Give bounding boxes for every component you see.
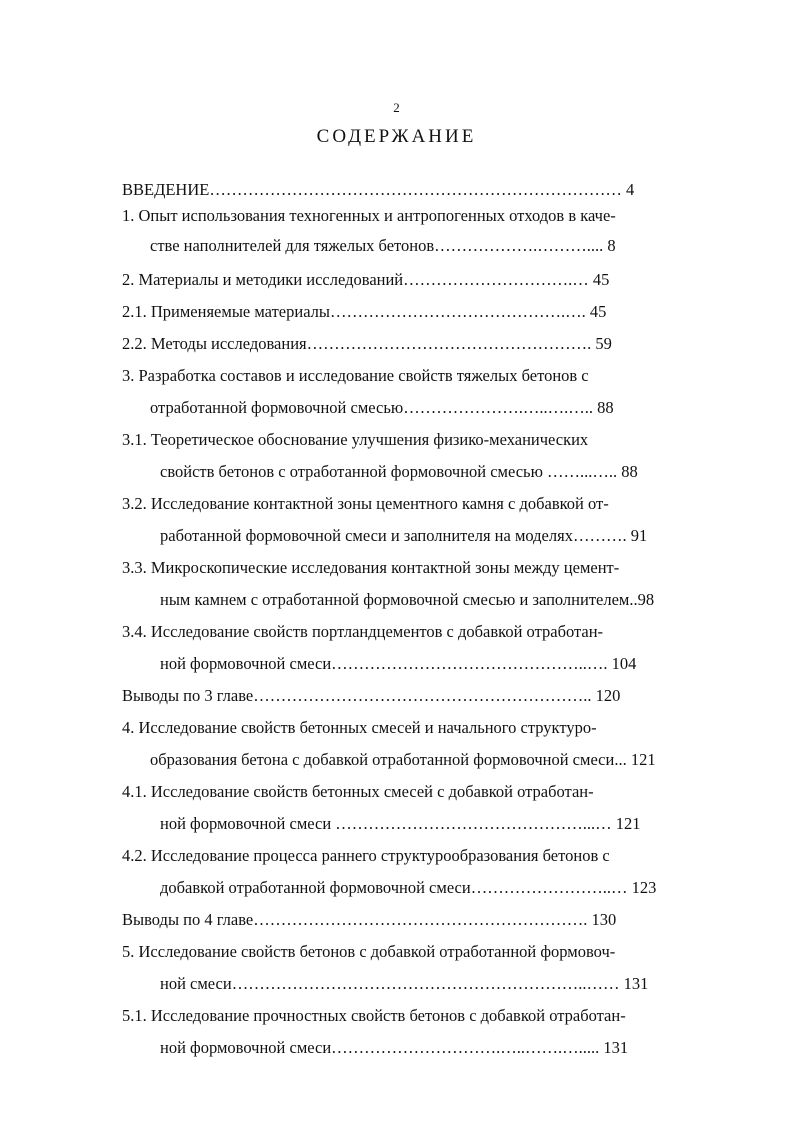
page-title: СОДЕРЖАНИЕ <box>316 126 477 147</box>
toc-line: 4.1. Исследование свойств бетонных смесей с добавкой отработан- <box>122 782 594 801</box>
toc-line: ной смеси………………………………………………………..…… 131 <box>160 974 649 993</box>
toc-line: работанной формовочной смеси и заполнителя на моделях………. 91 <box>160 526 648 545</box>
toc-line: 2.1. Применяемые материалы…………………………………….…. 45 <box>122 302 607 321</box>
toc-line: добавкой отработанной формовочной смеси……………………..… 123 <box>160 878 657 897</box>
toc-line: 5. Исследование свойств бетонов с добавкой отработанной формовоч- <box>122 942 616 961</box>
toc-line: 3.2. Исследование контактной зоны цементного камня с добавкой от- <box>122 494 609 513</box>
toc-line: ной формовочной смеси ………………………………………...… 121 <box>160 814 641 833</box>
toc-line: ным камнем с отработанной формовочной смесью и заполнителем..98 <box>160 590 655 609</box>
toc-line: 2.2. Методы исследования……………………………………………. 59 <box>122 334 612 353</box>
toc-line: 3.3. Микроскопические исследования контактной зоны между цемент- <box>122 558 620 577</box>
toc-line: 3.1. Теоретическое обоснование улучшения физико-механических <box>122 430 589 449</box>
toc-line: образования бетона с добавкой отработанной формовочной смеси... 121 <box>150 750 656 769</box>
toc-line: ной формовочной смеси………………………………………..…. 104 <box>160 654 637 673</box>
toc-line: 2. Материалы и методики исследований………………………….… 45 <box>122 270 610 289</box>
toc-line: 4.2. Исследование процесса раннего структурообразования бетонов с <box>122 846 610 865</box>
toc-line: Выводы по 3 главе…………………………………………………….. 120 <box>122 686 621 705</box>
toc-line: 3.4. Исследование свойств портландцементов с добавкой отработан- <box>122 622 604 641</box>
toc-line: свойств бетонов с отработанной формовочной смесью ……...….. 88 <box>160 462 638 481</box>
toc-line: 1. Опыт использования техногенных и антропогенных отходов в каче- <box>122 206 616 225</box>
toc-line: ной формовочной смеси………………………….…..…….…..... 131 <box>160 1038 629 1057</box>
toc-line: Выводы по 4 главе……………………………………………………. 130 <box>122 910 617 929</box>
toc-line: 4. Исследование свойств бетонных смесей и начального структуро- <box>122 718 597 737</box>
toc-line: стве наполнителей для тяжелых бетонов……………….……….... 8 <box>150 236 616 255</box>
toc-line: 5.1. Исследование прочностных свойств бетонов с добавкой отработан- <box>122 1006 626 1025</box>
toc-line: ВВЕДЕНИЕ………………………………………………………………… 4 <box>122 180 635 199</box>
page-number: 2 <box>393 100 400 115</box>
toc-line: 3. Разработка составов и исследование свойств тяжелых бетонов с <box>122 366 589 385</box>
toc-line: отработанной формовочной смесью………………….…..….….. 88 <box>150 398 614 417</box>
